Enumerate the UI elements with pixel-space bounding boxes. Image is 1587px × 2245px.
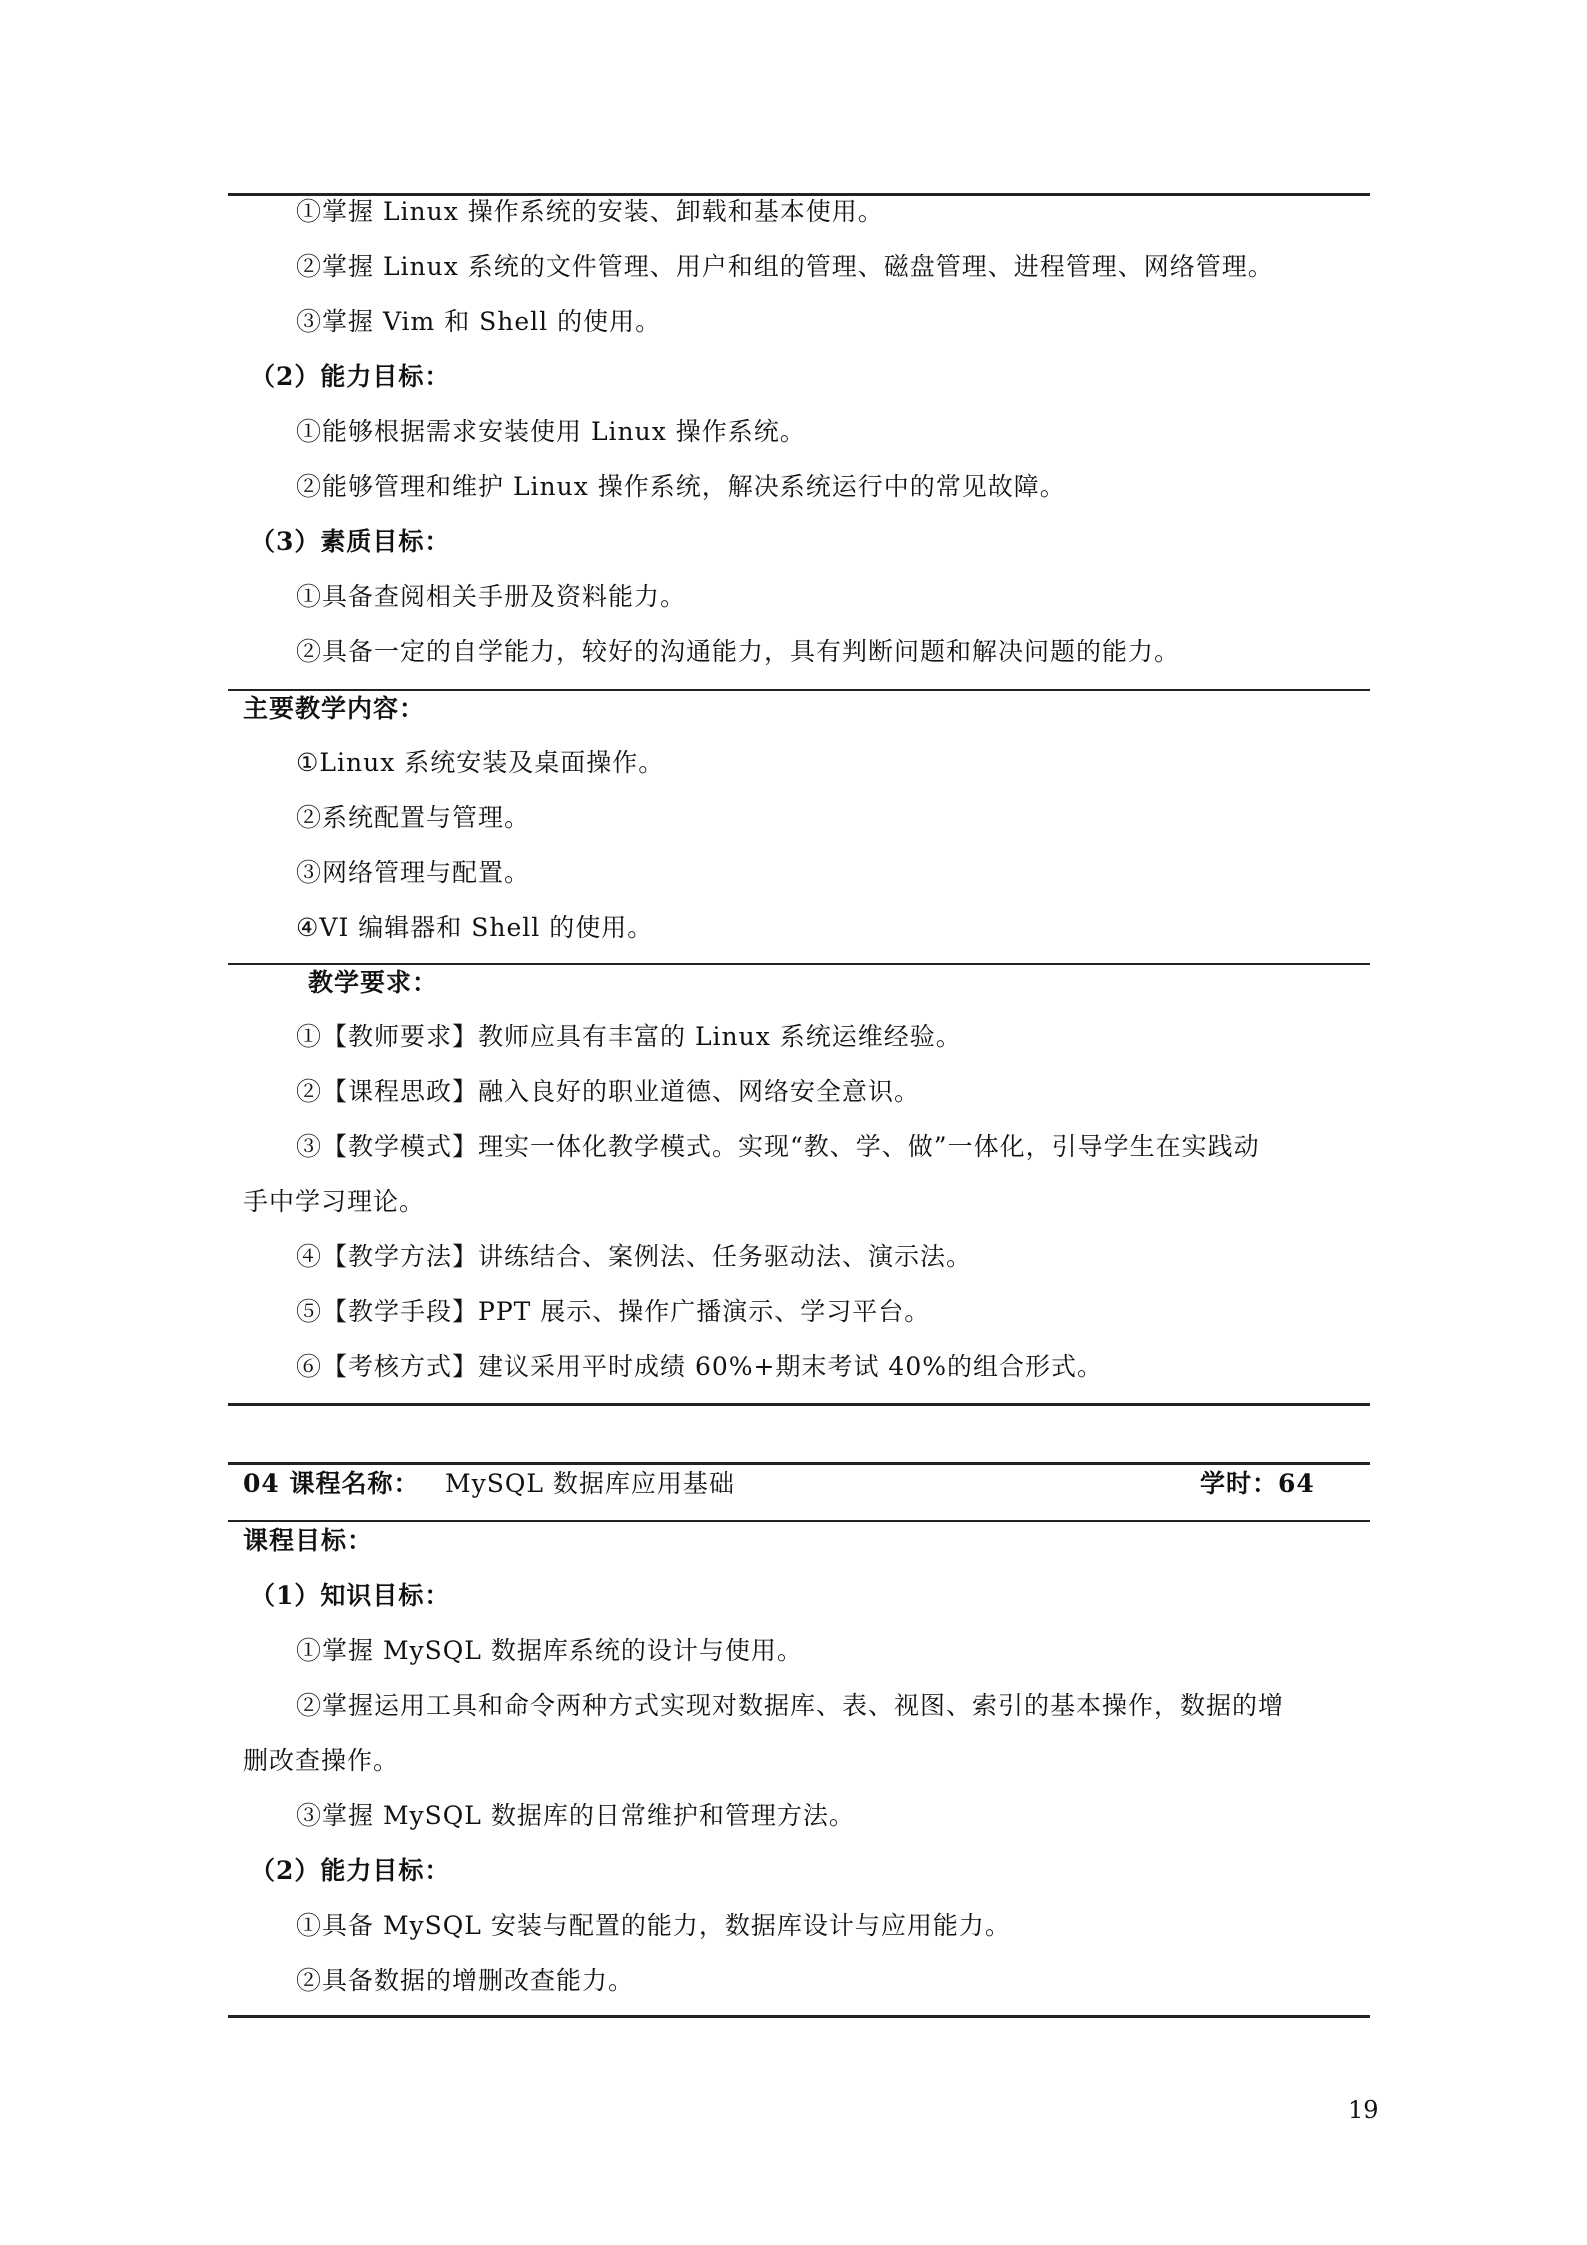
req-item-3: ③【教学模式】理实一体化教学模式。实现“教、学、做”一体化，引导学生在实践动 — [296, 1132, 1260, 1161]
content-item-3: ③网络管理与配置。 — [296, 858, 531, 887]
req-item-5: ⑤【教学手段】PPT 展示、操作广播演示、学习平台。 — [296, 1297, 931, 1326]
content-item-2: ②系统配置与管理。 — [296, 803, 531, 832]
mysql-knowledge-2-cont: 删改查操作。 — [243, 1746, 400, 1775]
course-name: MySQL 数据库应用基础 — [445, 1469, 735, 1498]
content-heading: 主要教学内容： — [243, 694, 426, 723]
content-item-1: ①Linux 系统安装及桌面操作。 — [296, 748, 665, 777]
table2-bottom-border — [228, 2015, 1370, 2018]
mysql-knowledge-3: ③掌握 MySQL 数据库的日常维护和管理方法。 — [296, 1801, 855, 1830]
course-label: 04 课程名称： — [243, 1469, 420, 1498]
requirements-heading: 教学要求： — [308, 968, 439, 997]
quality-heading: （3）素质目标： — [250, 527, 451, 556]
knowledge-item-2: ②掌握 Linux 系统的文件管理、用户和组的管理、磁盘管理、进程管理、网络管理。 — [296, 252, 1274, 281]
mysql-ability-heading: （2）能力目标： — [250, 1856, 451, 1885]
req-item-3-cont: 手中学习理论。 — [243, 1187, 426, 1216]
req-item-2: ②【课程思政】融入良好的职业道德、网络安全意识。 — [296, 1077, 921, 1106]
table-bottom-border — [228, 1403, 1370, 1406]
divider-goals — [228, 1520, 1370, 1522]
page-number: 19 — [1348, 2096, 1379, 2124]
knowledge-item-3: ③掌握 Vim 和 Shell 的使用。 — [296, 307, 662, 336]
ability-item-2: ②能够管理和维护 Linux 操作系统，解决系统运行中的常见故障。 — [296, 472, 1066, 501]
quality-item-1: ①具备查阅相关手册及资料能力。 — [296, 582, 687, 611]
goals-heading: 课程目标： — [243, 1526, 374, 1555]
mysql-knowledge-1: ①掌握 MySQL 数据库系统的设计与使用。 — [296, 1636, 803, 1665]
req-item-4: ④【教学方法】讲练结合、案例法、任务驱动法、演示法。 — [296, 1242, 973, 1271]
quality-item-2: ②具备一定的自学能力，较好的沟通能力，具有判断问题和解决问题的能力。 — [296, 637, 1181, 666]
table2-top-border — [228, 1462, 1370, 1465]
knowledge-heading: （1）知识目标： — [250, 1581, 451, 1610]
req-item-1: ①【教师要求】教师应具有丰富的 Linux 系统运维经验。 — [296, 1022, 962, 1051]
ability-heading: （2）能力目标： — [250, 362, 451, 391]
mysql-knowledge-2: ②掌握运用工具和命令两种方式实现对数据库、表、视图、索引的基本操作，数据的增 — [296, 1691, 1285, 1720]
course-hours: 学时：64 — [1200, 1469, 1315, 1498]
req-item-6: ⑥【考核方式】建议采用平时成绩 60%+期末考试 40%的组合形式。 — [296, 1352, 1103, 1381]
content-item-4: ④VI 编辑器和 Shell 的使用。 — [296, 913, 654, 942]
mysql-ability-1: ①具备 MySQL 安装与配置的能力，数据库设计与应用能力。 — [296, 1911, 1011, 1940]
knowledge-item-1: ①掌握 Linux 操作系统的安装、卸载和基本使用。 — [296, 197, 884, 226]
ability-item-1: ①能够根据需求安装使用 Linux 操作系统。 — [296, 417, 806, 446]
mysql-ability-2: ②具备数据的增删改查能力。 — [296, 1966, 635, 1995]
